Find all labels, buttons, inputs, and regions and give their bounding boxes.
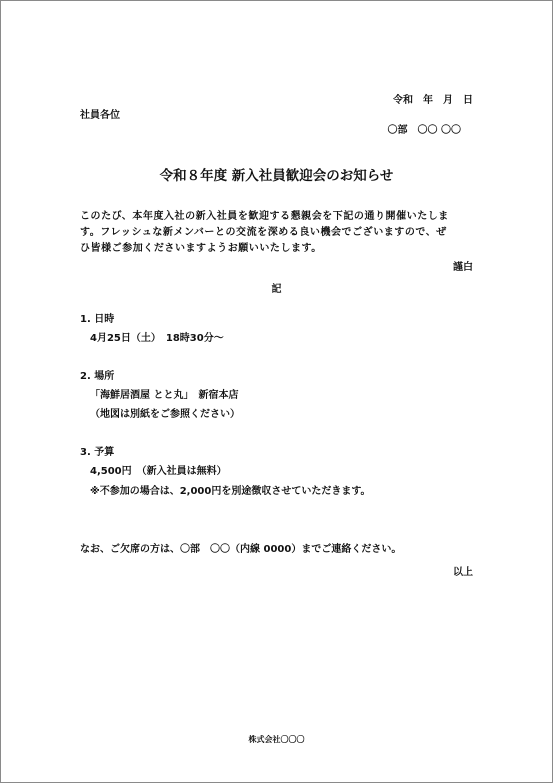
document-title: 令和８年度 新入社員歓迎会のお知らせ	[159, 168, 394, 184]
date-line: 令和 年 月 日	[393, 95, 473, 106]
item-place-note: （地図は別紙をご参照ください）	[90, 409, 240, 420]
item-budget-value: 4,500円 （新入社員は無料）	[90, 466, 227, 477]
intro-line-2: す。フレッシュな新メンバーとの交流を深める良い機会でございますので、ぜ	[80, 227, 447, 238]
item-datetime-value: 4月25日（土） 18時30分～	[90, 333, 224, 344]
company-footer: 株式会社〇〇〇	[248, 735, 305, 744]
item-budget-heading: 3. 予算	[80, 447, 115, 458]
closing-greeting: 謹白	[453, 262, 473, 273]
sender: 〇部 〇〇 〇〇	[387, 125, 461, 136]
recipient: 社員各位	[80, 110, 120, 121]
ijou-closing: 以上	[453, 567, 473, 578]
contact-line: なお、ご欠席の方は、〇部 〇〇（内線 0000）までご連絡ください。	[80, 544, 402, 555]
item-place-heading: 2. 場所	[80, 371, 115, 382]
intro-line-3: ひ皆様ご参加くださいますようお願いいたします。	[80, 243, 322, 254]
intro-line-1: このたび、本年度入社の新入社員を歓迎する懇親会を下記の通り開催いたしま	[80, 211, 449, 222]
ki-marker: 記	[271, 284, 282, 295]
item-place-value: 「海鮮居酒屋 とと丸」 新宿本店	[90, 390, 239, 401]
item-datetime-heading: 1. 日時	[80, 314, 115, 325]
item-budget-note: ※不参加の場合は、2,000円を別途徴収させていただきます。	[90, 486, 371, 497]
